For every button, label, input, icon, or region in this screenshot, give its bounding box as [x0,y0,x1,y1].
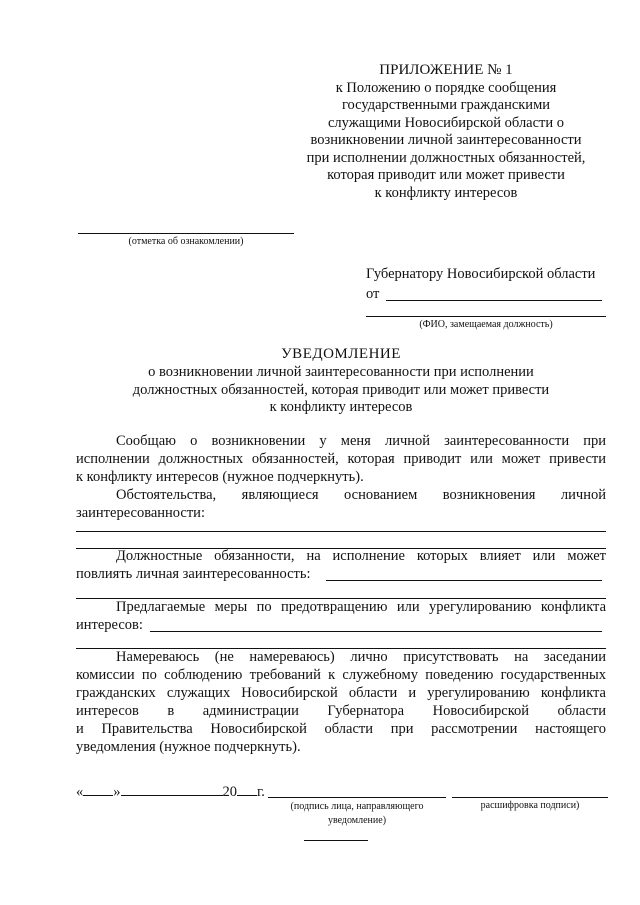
duties-line [326,580,602,581]
paragraph-line: исполнении должностных обязанностей, которая приводит или может привести [76,451,606,467]
addressee-to: Губернатору Новосибирской области [366,266,596,282]
signer-caption [268,800,446,828]
appendix-line: к Положению о порядке сообщения [335,79,557,96]
date-month-blank [121,783,223,796]
paragraph-circumstances [76,486,606,522]
notice-subtitle-line: о возникновении личной заинтересованности при исполнении [148,364,534,380]
addressee-fio-caption: (ФИО, замещаемая должность) [419,319,553,330]
paragraph-line: комиссии по соблюдению требований к служебному поведению государственных [76,667,606,683]
appendix-line: служащими Новосибирской области о [327,114,565,131]
date-field [76,783,265,801]
appendix-line: государственными гражданскими [341,97,551,113]
paragraph-line: Сообщаю о возникновении у меня личной заинтересованности при [116,433,606,449]
date-close-quote: » [113,784,121,800]
appendix-line: к конфликту интересов [374,184,518,201]
appendix-line: которая приводит или может привести [327,167,565,183]
notice-subtitle-line: к конфликту интересов [269,399,413,415]
paragraph-line: Намереваюсь (не намереваюсь) лично присутствовать на заседании [116,649,606,665]
paragraph-report [76,432,606,486]
paragraph-line: повлиять личная заинтересованность: [76,566,311,582]
paragraph-attendance [76,648,606,756]
circumstances-line [76,531,606,532]
appendix-title: ПРИЛОЖЕНИЕ № 1 [379,62,513,78]
date-open-quote: « [76,784,84,800]
date-year-prefix: 20 [222,784,237,800]
date-year-suffix: г. [257,784,265,800]
appendix-line: при исполнении должностных обязанностей, [306,149,586,166]
paragraph-line: заинтересованности: [76,505,205,521]
acknowledgment-line [78,233,294,234]
measures-line [150,631,602,632]
addressee-from-line [386,300,602,301]
signer-caption-line: (подпись лица, направляющего [290,801,424,812]
notice-subtitle [76,364,606,417]
date-year-blank [237,783,257,796]
appendix-header [296,62,596,202]
paragraph-line: Предлагаемые меры по предотвращению или урегулированию конфликта [116,599,606,615]
signature-decode-line [452,797,608,798]
paragraph-measures [76,598,606,634]
acknowledgment-caption: (отметка об ознакомлении) [128,236,244,247]
paragraph-duties [76,547,606,583]
addressee-from-label: от [366,286,380,302]
paragraph-line: гражданских служащих Новосибирской области и урегулированию конфликта [76,685,606,701]
signer-signature-line [268,797,446,798]
paragraph-line: Должностные обязанности, на исполнение которых влияет или может [116,548,606,564]
notice-title: УВЕДОМЛЕНИЕ [281,346,401,362]
paragraph-line: интересов в администрации Губернатора Новосибирской области [76,703,606,719]
paragraph-line: и Правительства Новосибирской области при рассмотрении настоящего [76,721,606,737]
decode-caption: расшифровка подписи) [480,800,580,811]
paragraph-line: интересов: [76,617,143,633]
bottom-divider [304,840,368,841]
paragraph-line: к конфликту интересов (нужное подчеркнуть). [76,469,364,485]
paragraph-line: уведомления (нужное подчеркнуть). [76,739,301,755]
paragraph-line: Обстоятельства, являющиеся основанием возникновения личной [116,487,606,503]
appendix-line: возникновении личной заинтересованности [310,132,582,148]
addressee-fio-line [366,316,606,317]
signer-caption-line: уведомление) [327,815,387,826]
date-day-blank [83,783,113,796]
notice-subtitle-line: должностных обязанностей, которая приводит или может привести [132,381,550,398]
